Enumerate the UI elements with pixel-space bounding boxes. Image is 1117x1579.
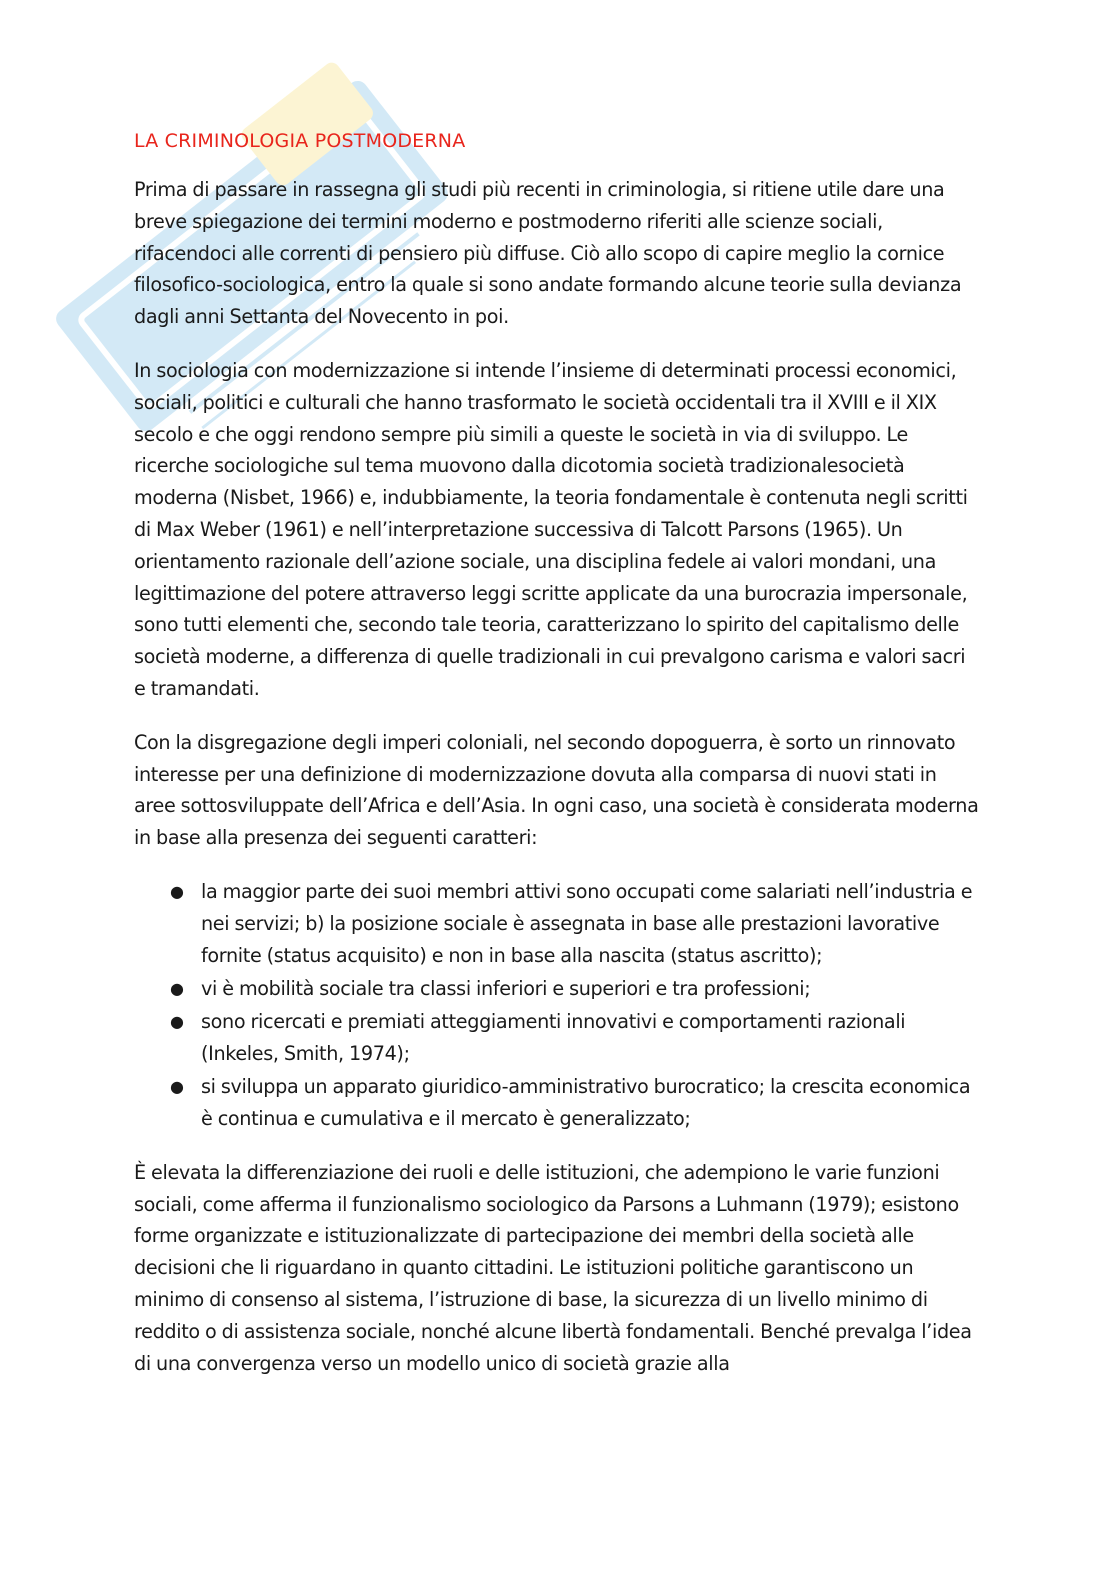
bullet-icon: ● — [170, 881, 184, 901]
list-item — [134, 1071, 980, 1135]
list-item — [134, 1006, 980, 1070]
list-item-text: la maggior parte dei suoi membri attivi sono occupati come salariati nell’industria e nei servizi; b) la posizione sociale è assegnata in base alle prestazioni lavorative fornite (status acquisito) e non in base alla nascita (status ascritto); — [201, 879, 973, 967]
list-item-text: sono ricercati e premiati atteggiamenti innovativi e comportamenti razionali (Inkeles, Smith, 1974); — [201, 1010, 906, 1065]
list-item — [134, 973, 980, 1005]
document-page — [134, 130, 980, 1401]
characteristics-list — [134, 876, 980, 1135]
paragraph-colonial: Con la disgregazione degli imperi coloniali, nel secondo dopoguerra, è sorto un rinnovato interesse per una definizione di modernizzazione dovuta alla comparsa di nuovi stati in aree sottosviluppate dell’Africa e dell’Asia. In ogni caso, una società è considerata moderna in base alla presenza dei seguenti caratteri: — [134, 730, 979, 850]
bullet-icon: ● — [170, 1012, 184, 1032]
paragraph-modernization: In sociologia con modernizzazione si intende l’insieme di determinati processi economici, sociali, politici e culturali che hanno trasformato le società occidentali tra il XVIII e il XIX secolo e che oggi rendono sempre più simili a queste le società in via di sviluppo. Le ricerche sociologiche sul tema muovono dalla dicotomia società tradizionalesocietà moderna (Nisbet, 1966) e, indubbiamente, la teoria fondamentale è contenuta negli scritti di Max Weber (1961) e nell’interpretazione successiva di Talcott Parsons (1965). Un orientamento razionale dell’azione sociale, una disciplina fedele ai valori mondani, una legittimazione del potere attraverso leggi scritte applicate da una burocrazia impersonale, sono tutti elementi che, secondo tale teoria, caratterizzano lo spirito del capitalismo delle società moderne, a differenza di quelle tradizionali in cui prevalgono carisma e valori sacri e tramandati. — [134, 358, 968, 700]
bullet-icon: ● — [170, 1077, 184, 1097]
paragraph-intro: Prima di passare in rassegna gli studi più recenti in criminologia, si ritiene utile dare una breve spiegazione dei termini moderno e postmoderno riferiti alle scienze sociali, rifacendoci alle correnti di pensiero più diffuse. Ciò allo scopo di capire meglio la cornice filosofico-sociologica, entro la quale si sono andate formando alcune teorie sulla devianza dagli anni Settanta del Novecento in poi. — [134, 178, 962, 329]
bullet-icon: ● — [170, 978, 184, 998]
list-item — [134, 876, 980, 971]
list-item-text: si sviluppa un apparato giuridico-amministrativo burocratico; la crescita economica è continua e cumulativa e il mercato è generalizzato; — [201, 1075, 971, 1131]
document-title: LA CRIMINOLOGIA POSTMODERNA — [134, 130, 466, 152]
list-item-text: vi è mobilità sociale tra classi inferiori e superiori e tra professioni; — [201, 976, 811, 1000]
paragraph-differentiation: È elevata la differenziazione dei ruoli e delle istituzioni, che adempiono le varie funzioni sociali, come afferma il funzionalismo sociologico da Parsons a Luhmann (1979); esistono forme organizzate e istituzionalizzate di partecipazione dei membri della società alle decisioni che li riguardano in quanto cittadini. Le istituzioni politiche garantiscono un minimo di consenso al sistema, l’istruzione di base, la sicurezza di un livello minimo di reddito o di assistenza sociale, nonché alcune libertà fondamentali. Benché prevalga l’idea di una convergenza verso un modello unico di società grazie alla — [134, 1160, 972, 1375]
